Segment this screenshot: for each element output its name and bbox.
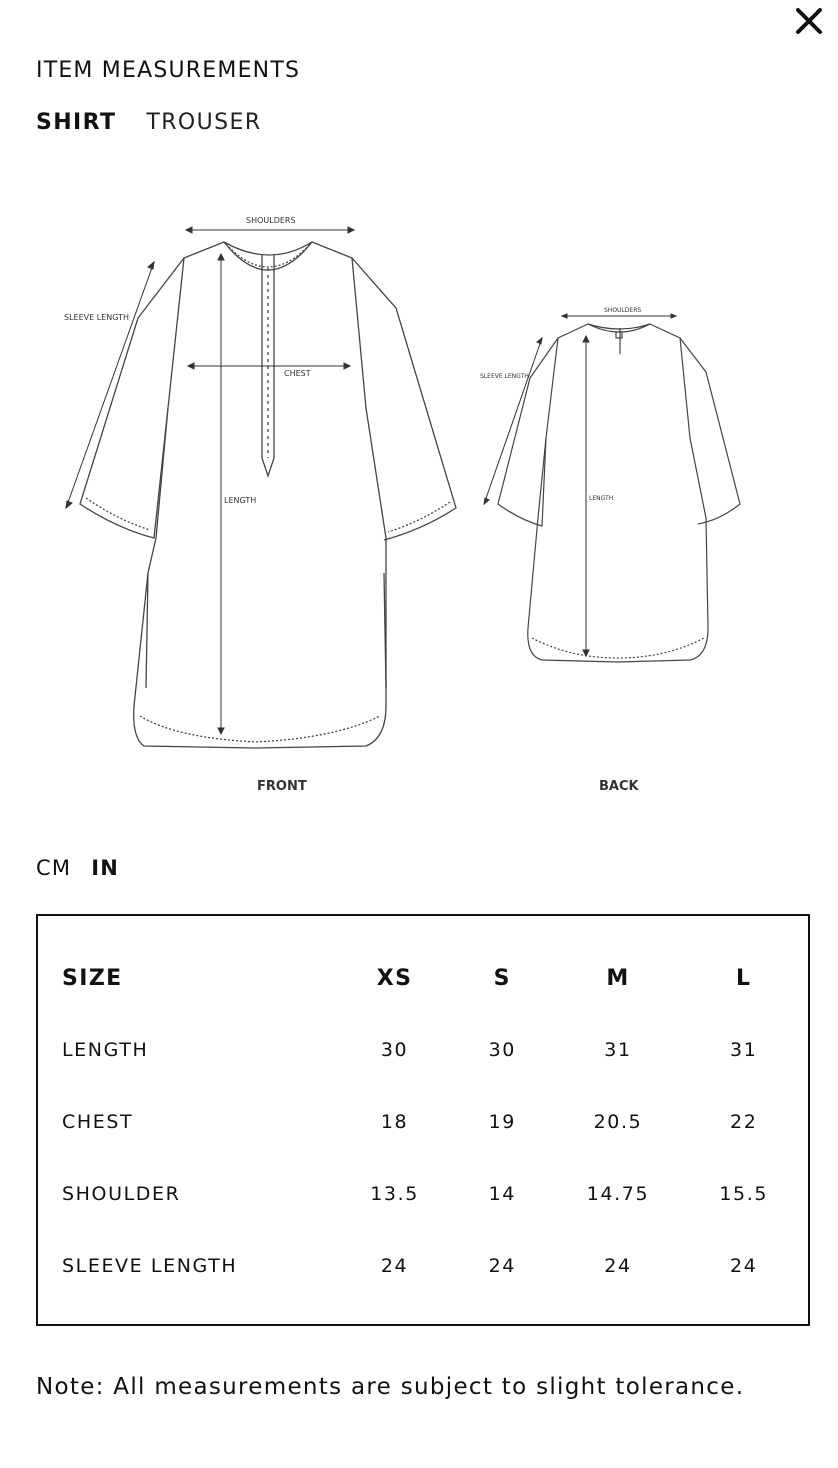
front-sleeve-length-label: SLEEVE LENGTH <box>64 313 130 322</box>
tab-shirt[interactable]: SHIRT <box>36 110 117 135</box>
cell-value: 31 <box>604 1039 632 1061</box>
cell-value: 30 <box>380 1039 409 1061</box>
front-garment-diagram <box>36 158 516 826</box>
cell-value: 24 <box>730 1255 758 1277</box>
header-s: S <box>493 965 511 991</box>
tab-trouser[interactable]: TROUSER <box>146 110 262 135</box>
front-chest-label: CHEST <box>284 369 311 378</box>
cell-value: 14.75 <box>586 1183 650 1205</box>
size-chart <box>36 914 810 1326</box>
back-caption: BACK <box>599 779 639 794</box>
unit-toggle <box>36 856 119 880</box>
cell-value: 15.5 <box>719 1183 769 1205</box>
header-l: L <box>736 965 752 991</box>
header-xs: XS <box>376 965 413 991</box>
back-sleeve-length-label: SLEEVE LENGTH <box>480 373 529 380</box>
cell-value: 19 <box>488 1111 516 1133</box>
cell-value: 24 <box>488 1255 516 1277</box>
modal-title: ITEM MEASUREMENTS <box>36 58 301 83</box>
size-table <box>62 942 808 1302</box>
cell-value: 22 <box>730 1111 758 1133</box>
table-row <box>62 1014 808 1086</box>
tolerance-note: Note: All measurements are subject to slight tolerance. <box>36 1374 745 1400</box>
row-label: SHOULDER <box>62 1183 181 1205</box>
close-icon <box>795 7 823 35</box>
front-caption: FRONT <box>257 779 307 794</box>
cell-value: 18 <box>380 1111 409 1133</box>
front-body-outline <box>134 242 386 748</box>
table-row <box>62 1086 808 1158</box>
row-label: SLEEVE LENGTH <box>62 1255 238 1277</box>
cell-value: 31 <box>730 1039 758 1061</box>
cell-value: 24 <box>380 1255 409 1277</box>
cell-value: 30 <box>488 1039 516 1061</box>
row-label: CHEST <box>62 1111 134 1133</box>
back-length-label: LENGTH <box>589 495 614 502</box>
header-m: M <box>606 965 630 991</box>
front-length-label: LENGTH <box>224 496 257 505</box>
front-shoulders-label: SHOULDERS <box>246 216 296 225</box>
garment-tabs <box>36 110 262 135</box>
unit-cm[interactable]: CM <box>36 856 72 880</box>
cell-value: 24 <box>604 1255 632 1277</box>
cell-value: 13.5 <box>370 1183 419 1205</box>
table-row <box>62 1158 808 1230</box>
row-label: LENGTH <box>62 1039 149 1061</box>
back-shoulders-label: SHOULDERS <box>604 307 642 314</box>
back-body-outline <box>528 324 708 662</box>
table-header-row <box>62 942 808 1014</box>
cell-value: 20.5 <box>593 1111 643 1133</box>
back-garment-diagram <box>470 158 760 826</box>
table-row <box>62 1230 808 1302</box>
close-button[interactable] <box>792 4 826 38</box>
unit-in[interactable]: IN <box>91 856 119 880</box>
cell-value: 14 <box>488 1183 516 1205</box>
header-size: SIZE <box>62 965 123 991</box>
